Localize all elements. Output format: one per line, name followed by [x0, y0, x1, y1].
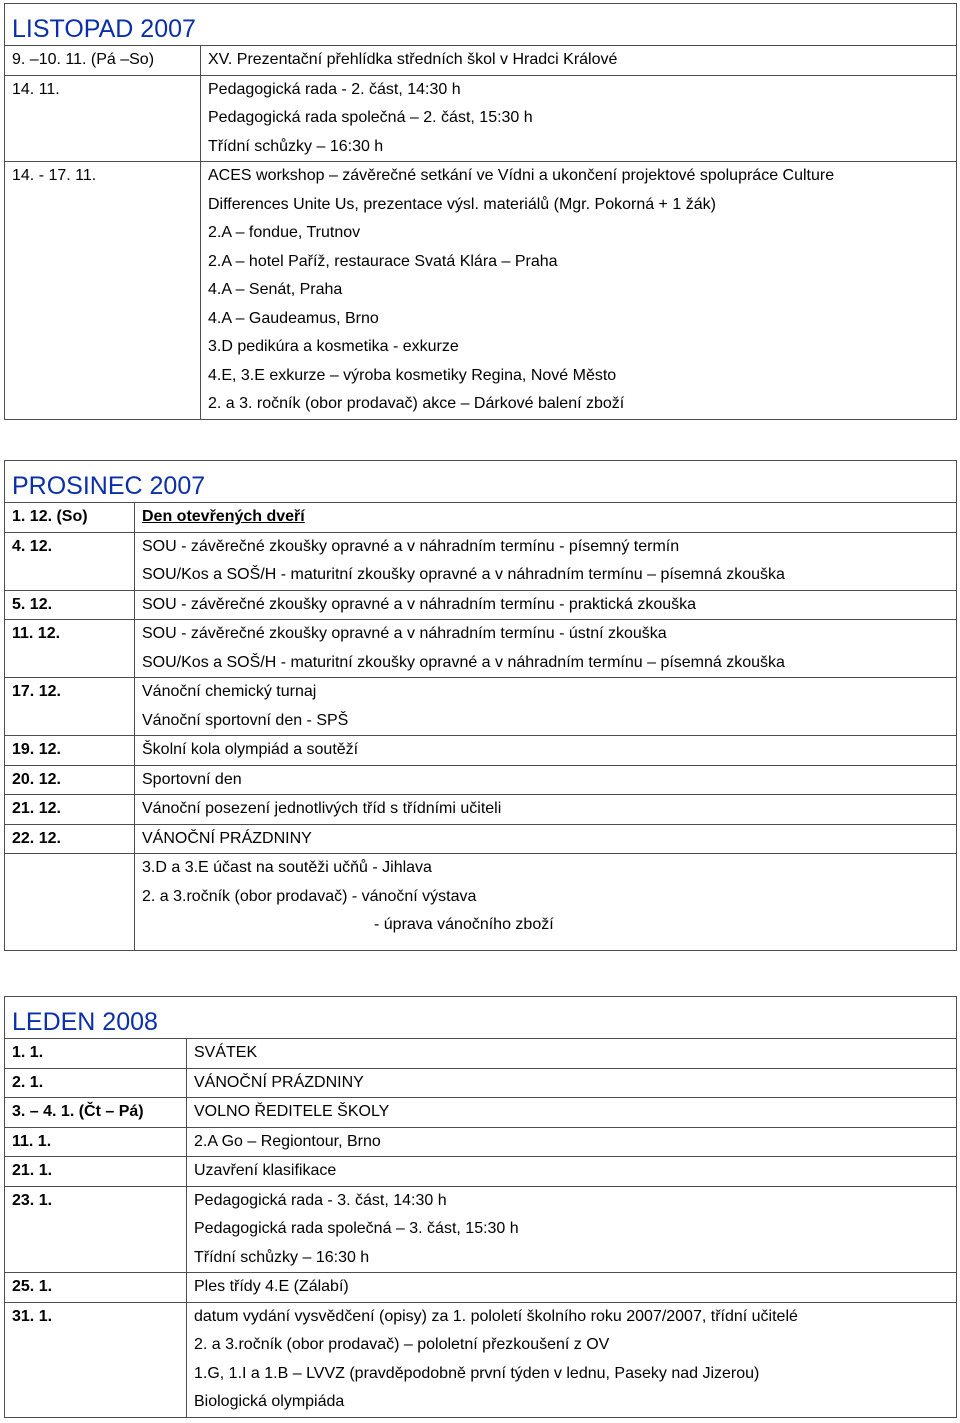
table-row [5, 1273, 957, 1303]
event-text: Pedagogická rada - 3. část, 14:30 h [194, 1191, 447, 1209]
event-text: Pedagogická rada společná – 2. část, 15:30 h [208, 109, 533, 126]
event-date: 21. 1. [12, 1162, 53, 1179]
event-date: 1. 1. [12, 1044, 44, 1061]
event-text: SOU - závěrečné zkoušky opravné a v náhradním termínu - písemný termín [142, 537, 680, 555]
table-row [5, 1186, 957, 1273]
event-text: 2. a 3. ročník (obor prodavač) akce – Dárkové balení zboží [208, 395, 625, 412]
leden-table [4, 996, 957, 1418]
event-text: Vánoční chemický turnaj [142, 683, 317, 700]
event-date: 25. 1. [12, 1278, 53, 1295]
table-row [5, 1302, 957, 1417]
event-text: Sportovní den [142, 770, 242, 788]
table-row [5, 162, 957, 420]
event-text: - úprava vánočního zboží [374, 916, 554, 933]
event-date: 1. 12. (So) [12, 508, 88, 525]
table-row [5, 1127, 957, 1157]
event-text: SOU - závěrečné zkoušky opravné a v náhradním termínu - ústní zkouška [142, 625, 667, 642]
table-row [5, 765, 957, 795]
event-text: 2.A Go – Regiontour, Brno [194, 1132, 381, 1150]
event-date: 11. 1. [12, 1132, 52, 1150]
event-text: Pedagogická rada - 2. část, 14:30 h [208, 80, 461, 98]
event-text: 3.D pedikúra a kosmetika - exkurze [208, 338, 459, 355]
event-text: Vánoční sportovní den - SPŠ [142, 711, 349, 729]
event-date: 19. 12. [12, 741, 61, 758]
event-text: Vánoční posezení jednotlivých tříd s třídními učiteli [142, 800, 502, 817]
table-row [5, 75, 957, 162]
table-row [5, 854, 957, 951]
table-row [5, 824, 957, 854]
event-date: 23. 1. [12, 1191, 53, 1209]
event-date: 2. 1. [12, 1073, 44, 1091]
table-row [5, 532, 957, 590]
event-text: ACES workshop – závěrečné setkání ve Vídni a ukončení projektové spolupráce Culture [208, 167, 835, 184]
table-row [5, 46, 957, 76]
event-date: 11. 12. [12, 625, 61, 642]
event-text: 2.A – fondue, Trutnov [208, 224, 361, 241]
event-date: 17. 12. [12, 683, 61, 700]
event-text: Třídní schůzky – 16:30 h [194, 1248, 370, 1266]
event-text: SVÁTEK [194, 1044, 258, 1061]
event-date: 21. 12. [12, 800, 61, 817]
event-date: 20. 12. [12, 770, 61, 788]
event-text: XV. Prezentační přehlídka středních škol v Hradci Králové [208, 51, 618, 68]
prosinec-table [4, 460, 957, 951]
table-row [5, 1098, 957, 1128]
event-date: 22. 12. [12, 829, 61, 847]
listopad-table [4, 3, 957, 420]
table-row [5, 590, 957, 620]
event-text: SOU - závěrečné zkoušky opravné a v náhradním termínu - praktická zkouška [142, 595, 697, 613]
event-text: 4.A – Gaudeamus, Brno [208, 309, 379, 327]
event-text: 4.E, 3.E exkurze – výroba kosmetiky Regina, Nové Město [208, 366, 617, 384]
table-row [5, 736, 957, 766]
event-text: VOLNO ŘEDITELE ŠKOLY [194, 1103, 390, 1120]
table-row [5, 503, 957, 533]
event-date: 3. – 4. 1. (Čt – Pá) [12, 1103, 144, 1120]
event-text: Biologická olympiáda [194, 1393, 345, 1410]
event-text: Třídní schůzky – 16:30 h [208, 137, 384, 155]
table-row [5, 678, 957, 736]
event-text: Den otevřených dveří [142, 508, 305, 525]
event-date [12, 854, 134, 883]
event-text: 2. a 3.ročník (obor prodavač) - vánoční výstava [142, 887, 477, 905]
table-row [5, 620, 957, 678]
event-text: SOU/Kos a SOŠ/H - maturitní zkoušky opravné a v náhradním termínu – písemná zkouška [142, 566, 785, 583]
event-date: 31. 1. [12, 1307, 53, 1325]
event-text: 1.G, 1.I a 1.B – LVVZ (pravděpodobně první týden v lednu, Paseky nad Jizerou) [194, 1364, 760, 1382]
event-date: 9. –10. 11. (Pá –So) [12, 51, 155, 68]
event-text: Uzavření klasifikace [194, 1162, 337, 1179]
event-text: Ples třídy 4.E (Zálabí) [194, 1278, 349, 1295]
event-text: 3.D a 3.E účast na soutěži učňů - Jihlava [142, 859, 432, 876]
table-row [5, 795, 957, 825]
event-text: datum vydání vysvědčení (opisy) za 1. pololetí školního roku 2007/2007, třídní učitelé [194, 1307, 798, 1325]
event-date: 5. 12. [12, 595, 53, 613]
table-row [5, 1157, 957, 1187]
month-title: LISTOPAD 2007 [5, 4, 957, 46]
event-text: 2. a 3.ročník (obor prodavač) – pololetní přezkoušení z OV [194, 1336, 610, 1353]
event-text: Školní kola olympiád a soutěží [142, 741, 359, 758]
event-date: 14. - 17. 11. [12, 167, 97, 184]
event-date: 14. 11. [12, 80, 60, 98]
event-text: VÁNOČNÍ PRÁZDNINY [142, 829, 312, 847]
event-text: 4.A – Senát, Praha [208, 281, 343, 298]
month-title: LEDEN 2008 [5, 997, 957, 1039]
month-title: PROSINEC 2007 [5, 461, 957, 503]
table-row [5, 1039, 957, 1069]
event-date: 4. 12. [12, 537, 53, 555]
event-text: VÁNOČNÍ PRÁZDNINY [194, 1073, 364, 1091]
event-text: 2.A – hotel Paříž, restaurace Svatá Klára – Praha [208, 252, 558, 270]
table-row [5, 1068, 957, 1098]
event-text: Differences Unite Us, prezentace výsl. materiálů (Mgr. Pokorná + 1 žák) [208, 195, 716, 213]
event-text: SOU/Kos a SOŠ/H - maturitní zkoušky opravné a v náhradním termínu – písemná zkouška [142, 653, 785, 671]
event-text: Pedagogická rada společná – 3. část, 15:30 h [194, 1220, 519, 1237]
